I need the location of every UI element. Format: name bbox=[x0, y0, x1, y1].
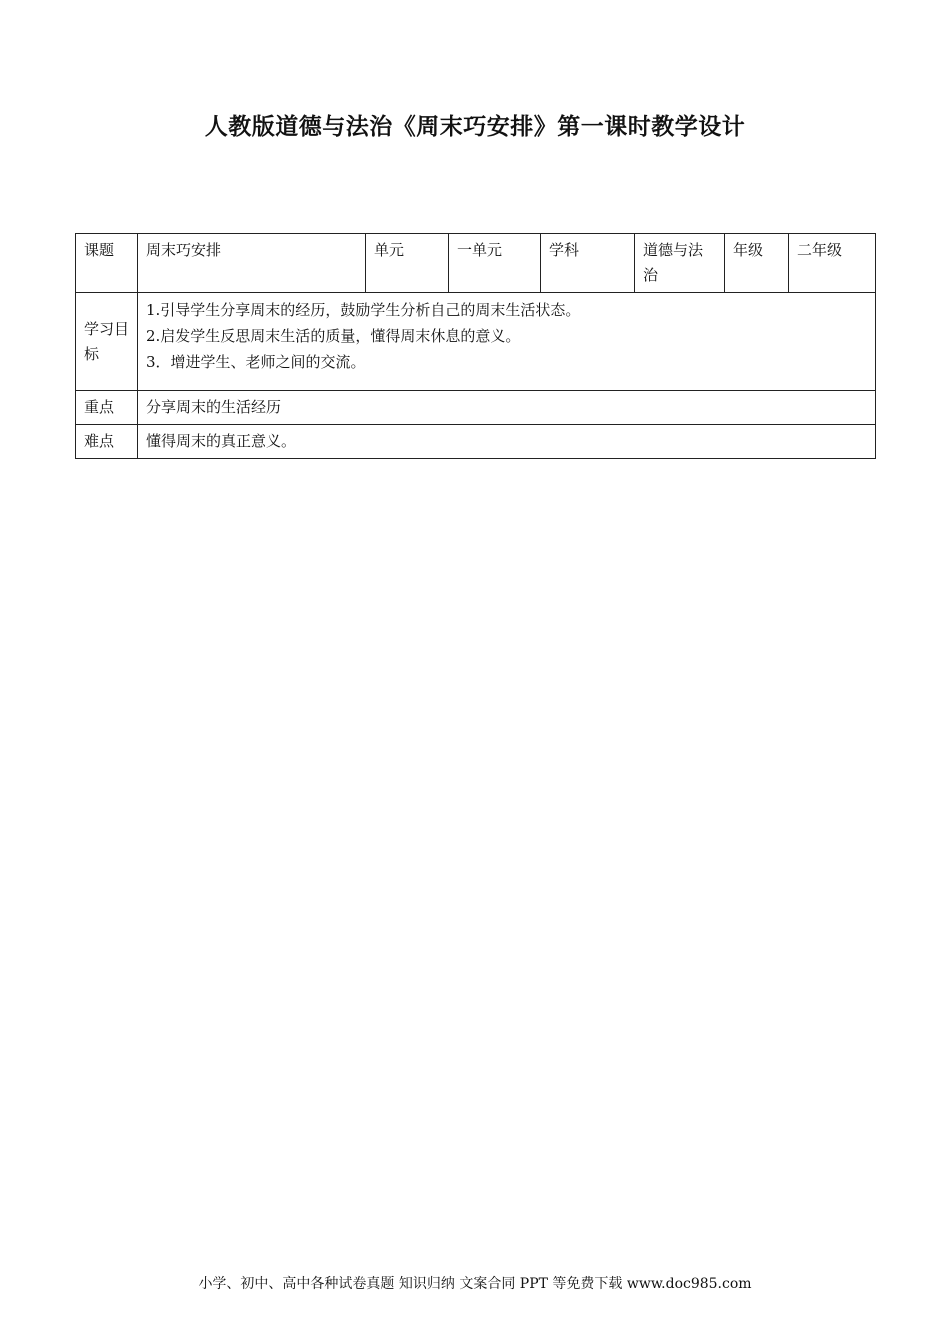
lesson-plan-table bbox=[75, 233, 876, 459]
key-point-label: 重点 bbox=[76, 391, 138, 425]
goal-item: 1.引导学生分享周末的经历，鼓励学生分析自己的周末生活状态。 bbox=[146, 301, 581, 319]
goals-label: 学习目标 bbox=[76, 293, 138, 391]
table-row bbox=[76, 425, 876, 459]
grade-label: 年级 bbox=[725, 234, 789, 293]
table-row bbox=[76, 293, 876, 391]
subject-label: 学科 bbox=[541, 234, 635, 293]
key-point-value: 分享周末的生活经历 bbox=[138, 391, 876, 425]
table-row bbox=[76, 391, 876, 425]
goals-list bbox=[138, 293, 876, 391]
page-title: 人教版道德与法治《周末巧安排》第一课时教学设计 bbox=[204, 114, 746, 140]
goal-item: 3．增进学生、老师之间的交流。 bbox=[146, 353, 366, 371]
table-row bbox=[76, 234, 876, 293]
unit-value: 一单元 bbox=[449, 234, 541, 293]
difficulty-label: 难点 bbox=[76, 425, 138, 459]
difficulty-value: 懂得周末的真正意义。 bbox=[138, 425, 876, 459]
unit-label: 单元 bbox=[366, 234, 449, 293]
page-footer: 小学、初中、高中各种试卷真题 知识归纳 文案合同 PPT 等免费下载 www.doc985.com bbox=[198, 1276, 752, 1292]
topic-value: 周末巧安排 bbox=[138, 234, 366, 293]
grade-value: 二年级 bbox=[789, 234, 876, 293]
subject-value: 道德与法治 bbox=[635, 234, 725, 293]
goal-item: 2.启发学生反思周末生活的质量，懂得周末休息的意义。 bbox=[146, 327, 521, 345]
topic-label: 课题 bbox=[76, 234, 138, 293]
